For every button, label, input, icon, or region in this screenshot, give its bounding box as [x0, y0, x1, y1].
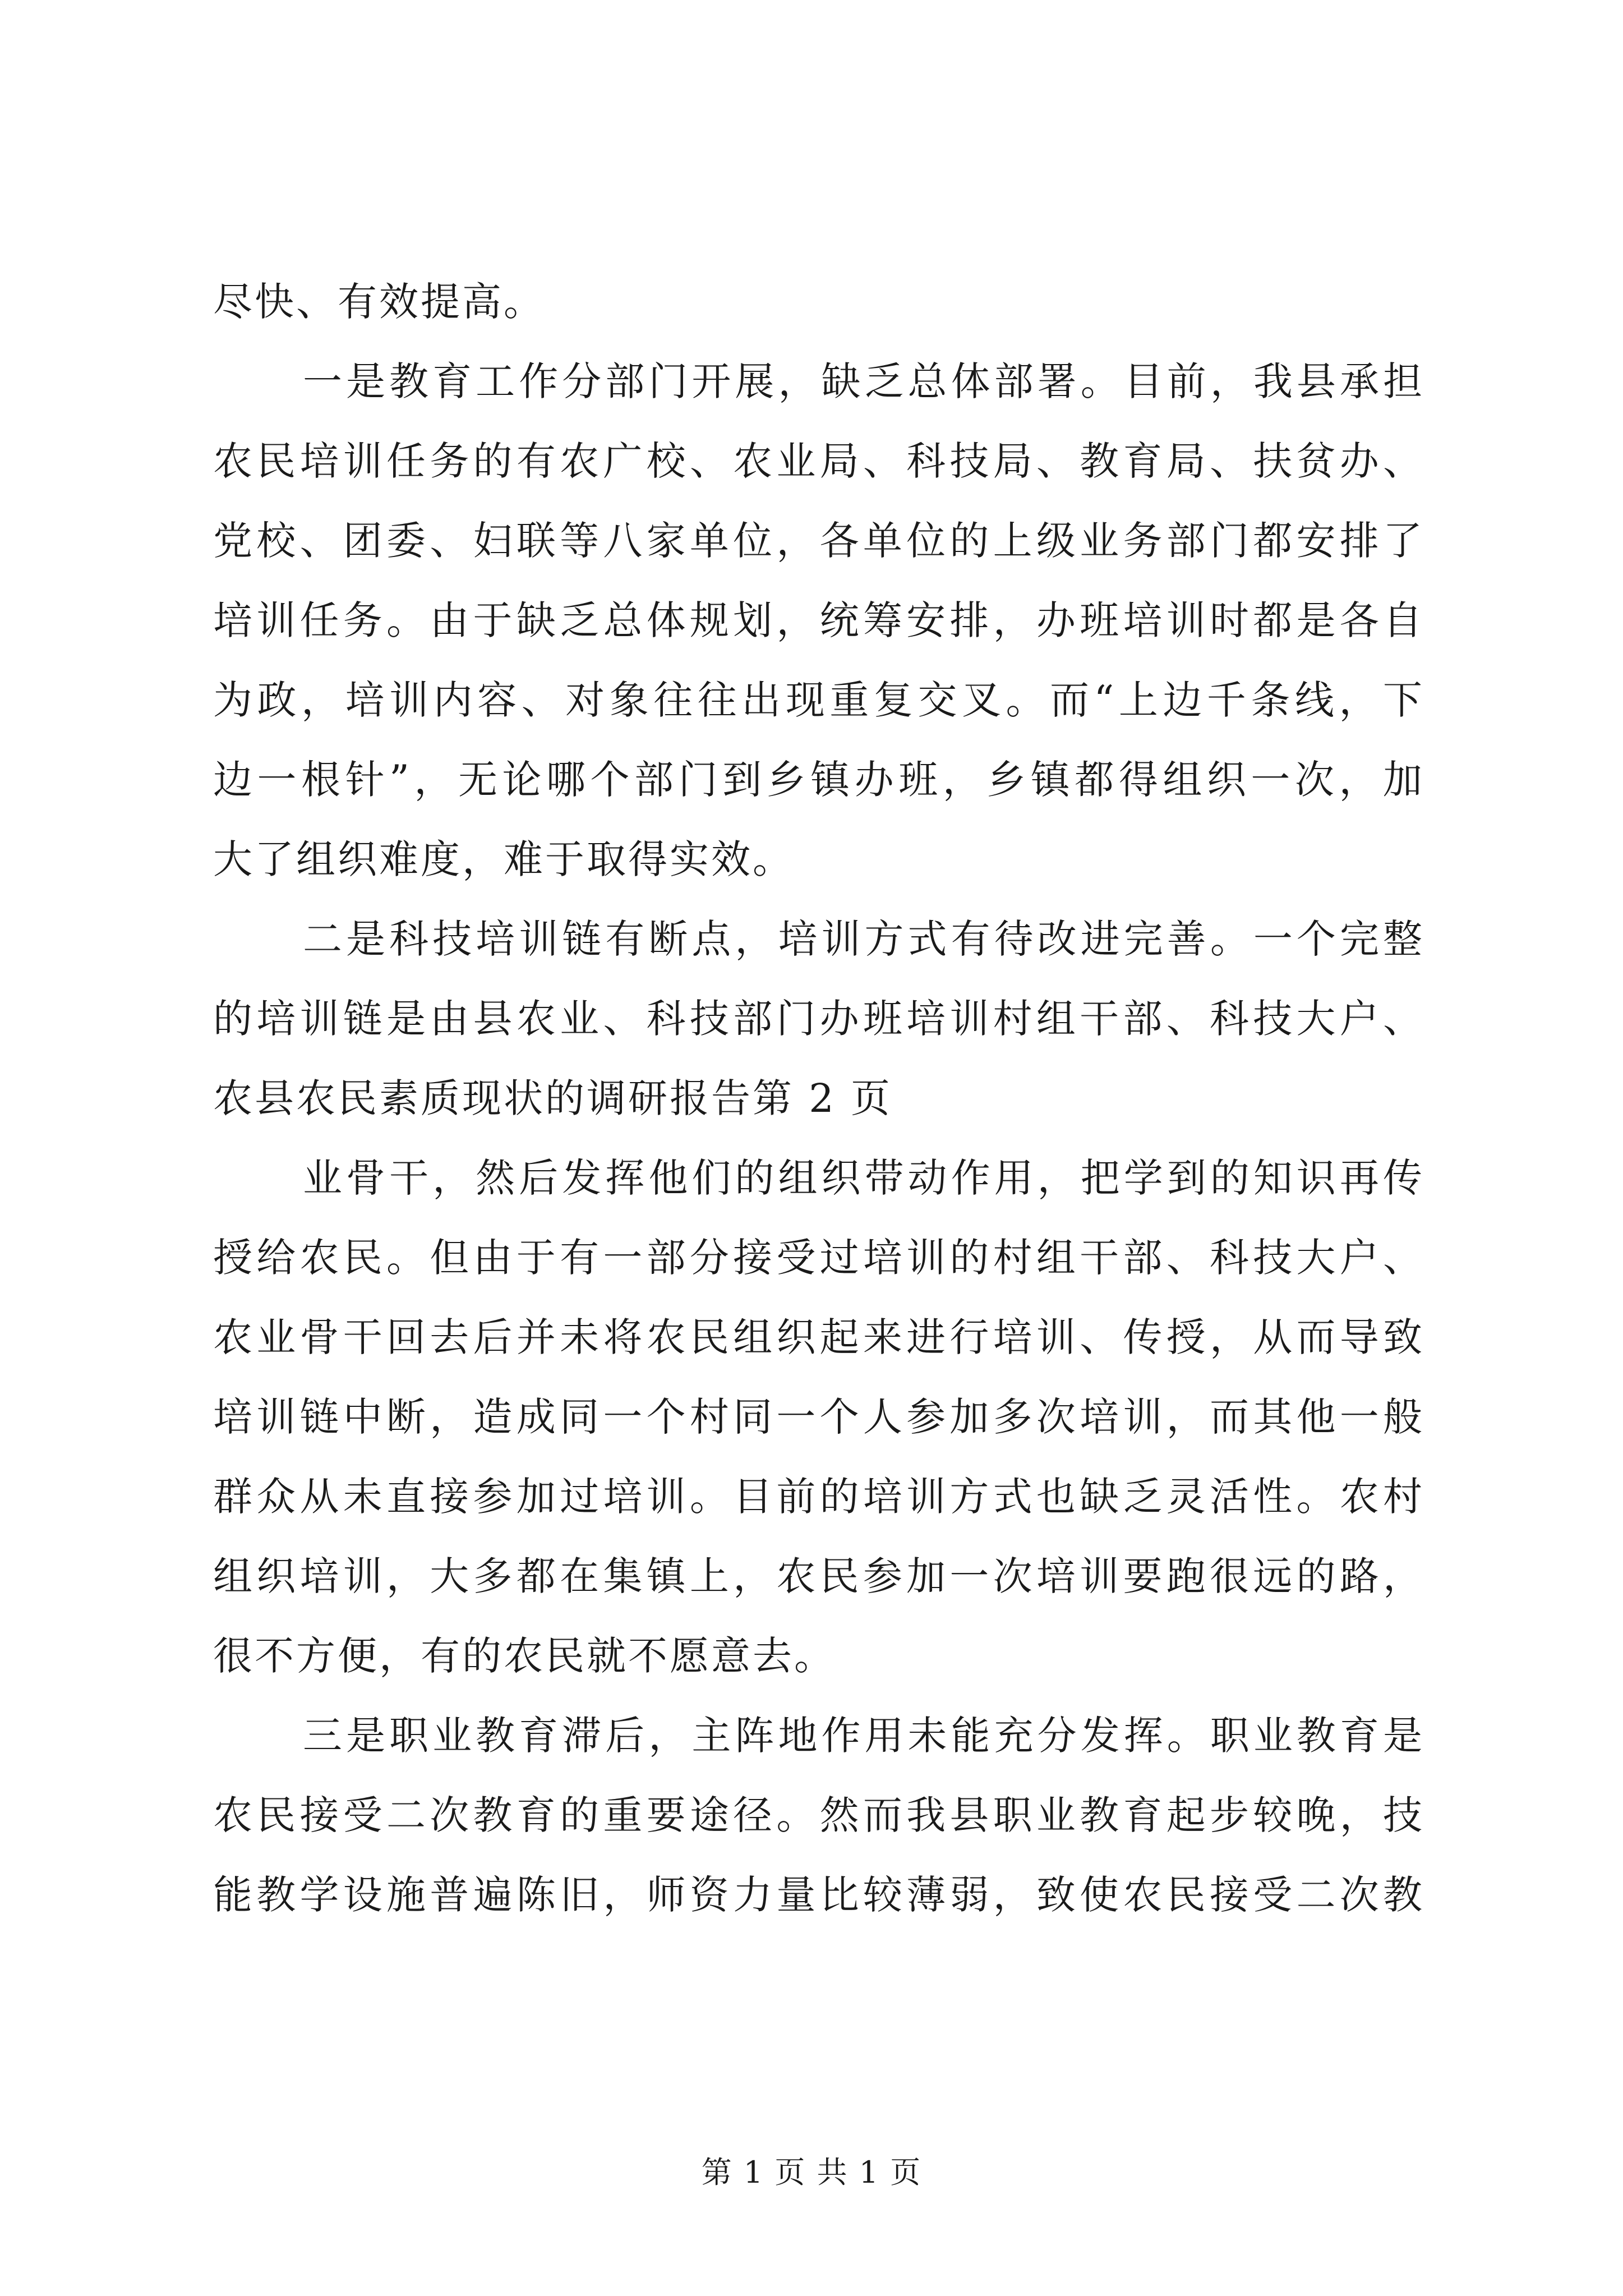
text-line: 组织培训，大多都在集镇上，农民参加一次培训要跑很远的路，: [213, 1553, 1424, 1599]
text-line: 大了组织难度，难于取得实效。: [213, 836, 794, 882]
paragraph-start-line: 一是教育工作分部门开展，缺乏总体部署。目前，我县承担: [303, 358, 1424, 404]
text-line: 为政，培训内容、对象往往出现重复交叉。而“上边千条线，下: [213, 677, 1424, 723]
text-line: 授给农民。但由于有一部分接受过培训的村组干部、科技大户、: [213, 1235, 1424, 1281]
page-break-title-line: 农县农民素质现状的调研报告第 2 页: [213, 1075, 893, 1121]
text-line: 农民接受二次教育的重要途径。然而我县职业教育起步较晚，技: [213, 1792, 1424, 1838]
text-line: 培训任务。由于缺乏总体规划，统筹安排，办班培训时都是各自: [213, 597, 1424, 643]
text-line: 很不方便，有的农民就不愿意去。: [213, 1633, 836, 1679]
paragraph-start-line: 业骨干，然后发挥他们的组织带动作用，把学到的知识再传: [303, 1155, 1424, 1201]
text-line: 农业骨干回去后并未将农民组织起来进行培训、传授，从而导致: [213, 1314, 1424, 1360]
text-line: 能教学设施普遍陈旧，师资力量比较薄弱，致使农民接受二次教: [213, 1872, 1424, 1918]
text-line: 党校、团委、妇联等八家单位，各单位的上级业务部门都安排了: [213, 518, 1424, 564]
text-line: 边一根针”，无论哪个部门到乡镇办班，乡镇都得组织一次，加: [213, 757, 1424, 803]
text-line: 农民培训任务的有农广校、农业局、科技局、教育局、扶贫办、: [213, 438, 1424, 484]
paragraph-start-line: 三是职业教育滞后，主阵地作用未能充分发挥。职业教育是: [303, 1713, 1424, 1759]
text-line: 尽快、有效提高。: [213, 279, 545, 325]
paragraph-start-line: 二是科技培训链有断点，培训方式有待改进完善。一个完整: [303, 916, 1424, 962]
text-line: 的培训链是由县农业、科技部门办班培训村组干部、科技大户、: [213, 996, 1424, 1042]
text-line: 培训链中断，造成同一个村同一个人参加多次培训，而其他一般: [213, 1394, 1424, 1440]
page-footer: 第 1 页 共 1 页: [701, 2155, 922, 2190]
text-line: 群众从未直接参加过培训。目前的培训方式也缺乏灵活性。农村: [213, 1474, 1424, 1520]
